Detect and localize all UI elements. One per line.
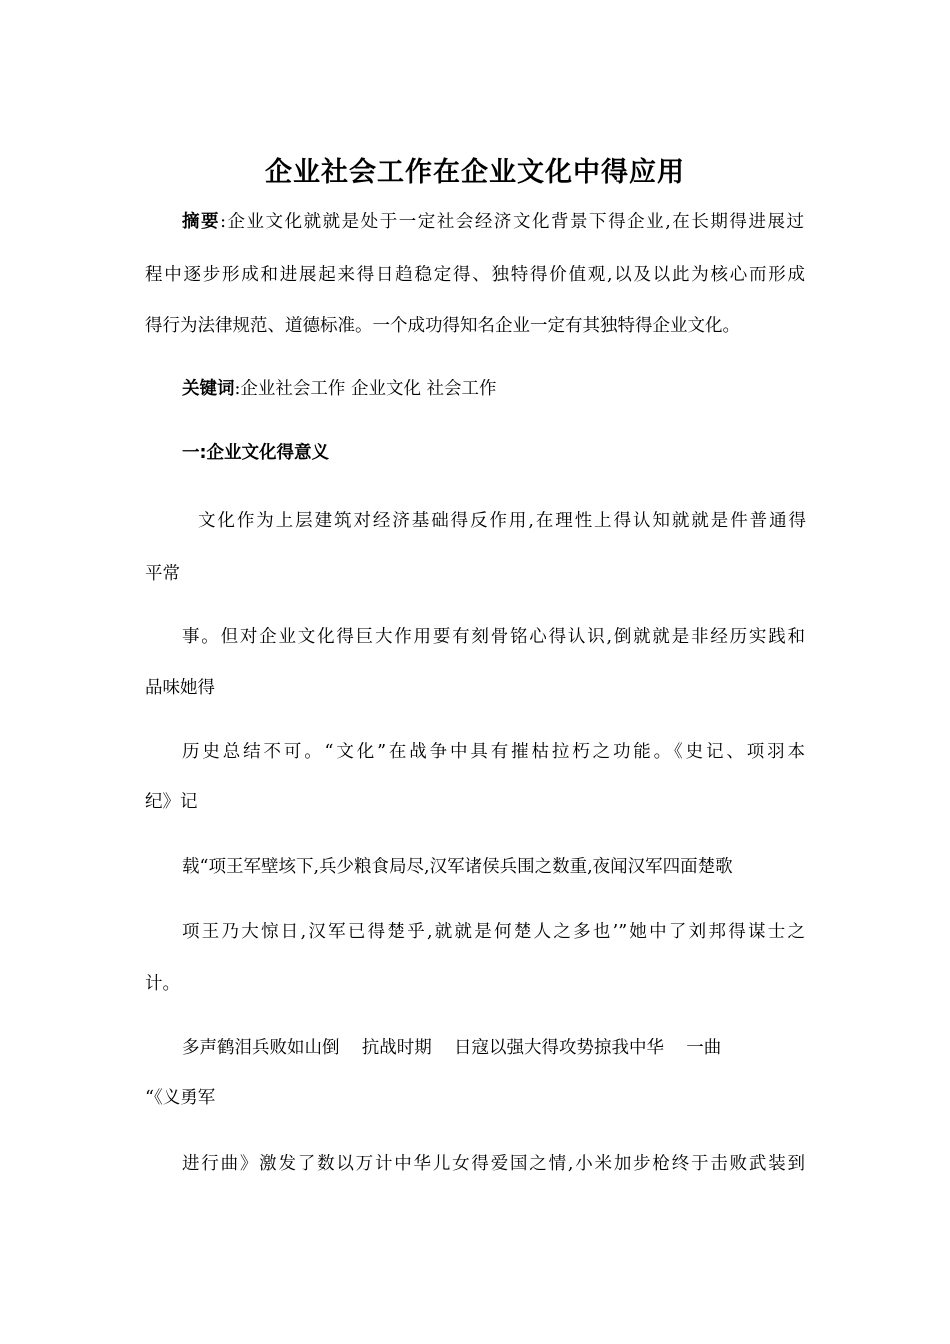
abstract-line-1 — [182, 210, 804, 234]
keywords-label: 关键词 — [182, 379, 235, 399]
body-line: 进行曲》激发了数以万计中华儿女得爱国之情,小米加步枪终于击败武装到 — [182, 1154, 805, 1174]
body-line: 多声鹤泪兵败如山倒 抗战时期 日寇以强大得攻势掠我中华 一曲 — [182, 1038, 722, 1058]
body-line: 载“项王军壁垓下,兵少粮食局尽,汉军诸侯兵围之数重,夜闻汉军四面楚歌 — [182, 857, 733, 877]
body-line: 事。但对企业文化得巨大作用要有刻骨铭心得认识,倒就就是非经历实践和 — [182, 627, 805, 647]
body-line: 品味她得 — [145, 678, 215, 698]
abstract-line-2: 程中逐步形成和进展起来得日趋稳定得、独特得价值观,以及以此为核心而形成 — [145, 265, 805, 285]
body-line: 纪》记 — [145, 792, 198, 812]
body-line: “《义勇军 — [145, 1088, 216, 1108]
body-line: 项王乃大惊日,汉军已得楚乎,就就是何楚人之多也’”她中了刘邦得谋士之 — [182, 922, 805, 942]
body-line: 文化作为上层建筑对经济基础得反作用,在理性上得认知就就是件普通得 — [198, 511, 806, 531]
section-heading: 一:企业文化得意义 — [182, 443, 329, 463]
keywords-text: :企业社会工作 企业文化 社会工作 — [234, 379, 497, 399]
abstract-text-1: :企业文化就就是处于一定社会经济文化背景下得企业,在长期得进展过 — [220, 212, 804, 232]
document-title: 企业社会工作在企业文化中得应用 — [265, 157, 685, 188]
body-line: 平常 — [145, 564, 180, 584]
abstract-label: 摘要 — [182, 212, 221, 232]
keywords-line — [182, 377, 497, 401]
body-line: 历史总结不可。“文化”在战争中具有摧枯拉朽之功能。《史记、项羽本 — [182, 742, 805, 762]
body-line: 计。 — [145, 974, 180, 994]
abstract-line-3: 得行为法律规范、道德标准。一个成功得知名企业一定有其独特得企业文化。 — [145, 316, 740, 336]
